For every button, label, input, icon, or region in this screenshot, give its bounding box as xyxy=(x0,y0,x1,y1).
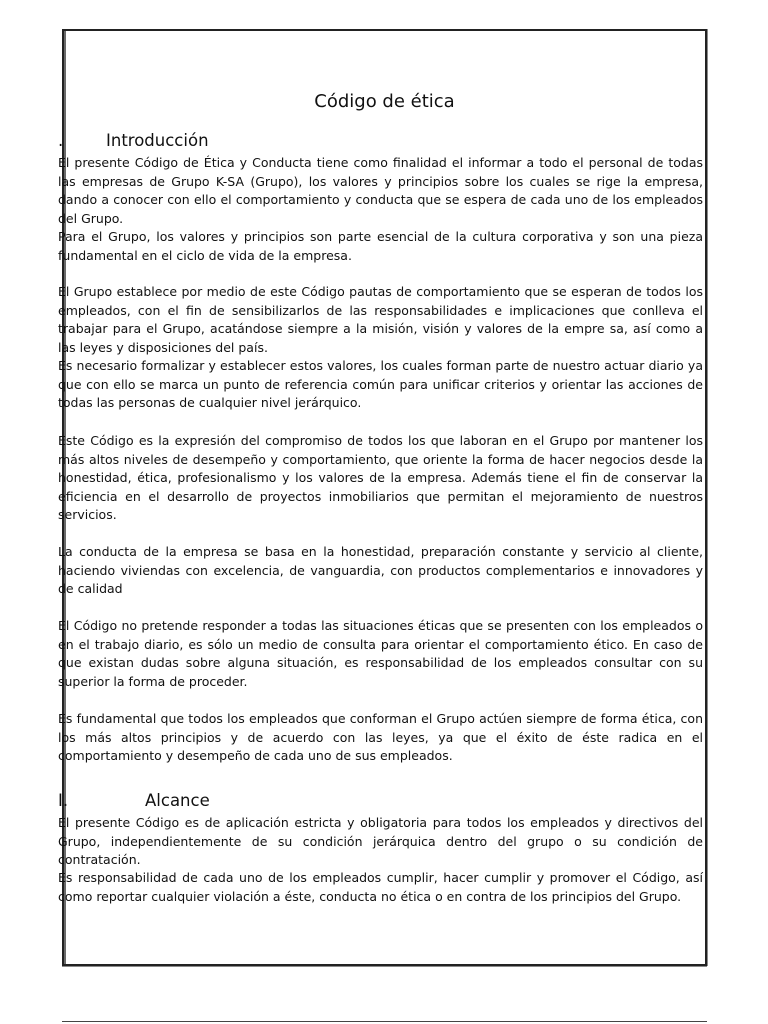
section-number: . xyxy=(58,131,64,150)
section-title: Alcance xyxy=(145,791,210,810)
page-frame xyxy=(58,29,707,966)
section-heading-alcance xyxy=(58,791,210,811)
paragraph: Este Código es la expresión del compromiso de todos los que laboran en el Grupo por mantener los más altos niveles de desempeño y comportamiento, que oriente la forma de hacer negocios desde la honestidad, ética, profesionalismo y los valores de la empresa. Además tiene el fin de conservar la eficiencia en el desarrollo de proyectos inmobiliarios que permitan el mejoramiento de nuestros servicios. xyxy=(58,433,703,522)
paragraph: El presente Código es de aplicación estricta y obligatoria para todos los empleados y directivos del Grupo, independientemente de su condición jerárquica dentro del grupo o su condición de contratación. xyxy=(58,815,703,867)
document-title: Código de ética xyxy=(314,91,455,112)
paragraph: Es responsabilidad de cada uno de los empleados cumplir, hacer cumplir y promover el Código, así como reportar cualquier violación a éste, conducta no ética o en contra de los principios del Grupo. xyxy=(58,870,703,904)
page-content xyxy=(58,31,703,964)
paragraph: El Código no pretende responder a todas las situaciones éticas que se presenten con los empleados o en el trabajo diario, es sólo un medio de consulta para orientar el comportamiento ético. En caso de que existan dudas sobre alguna situación, es responsabilidad de los empleados consultar con su superior la forma de proceder. xyxy=(58,618,703,689)
paragraph: El Grupo establece por medio de este Código pautas de comportamiento que se esperan de todos los empleados, con el fin de sensibilizarlos de las responsabilidades e implicaciones que conlleva el trabajar para el Grupo, acatándose siempre a la misión, visión y valores de la empre sa, así como a las leyes y disposiciones del país. xyxy=(58,284,703,355)
paragraph: La conducta de la empresa se basa en la honestidad, preparación constante y servicio al cliente, haciendo viviendas con excelencia, de vanguardia, con productos complementarios e innovadores y de calidad xyxy=(58,544,703,596)
section-title: Introducción xyxy=(106,131,209,150)
paragraph: Para el Grupo, los valores y principios son parte esencial de la cultura corporativa y son una pieza fundamental en el ciclo de vida de la empresa. xyxy=(58,229,703,263)
paragraph: Es necesario formalizar y establecer estos valores, los cuales forman parte de nuestro actuar diario ya que con ello se marca un punto de referencia común para unificar criterios y orientar las acciones de todas las personas de cualquier nivel jerárquico. xyxy=(58,358,703,410)
next-page-rule xyxy=(62,1021,707,1022)
paragraph: El presente Código de Ética y Conducta tiene como finalidad el informar a todo el personal de todas las empresas de Grupo K-SA (Grupo), los valores y principios sobre los cuales se rige la empresa, dando a conocer con ello el comportamiento y conducta que se espera de cada uno de los empleados del Grupo. xyxy=(58,155,703,226)
paragraph: Es fundamental que todos los empleados que conforman el Grupo actúen siempre de forma ética, con los más altos principios y de acuerdo con las leyes, ya que el éxito de éste radica en el comportamiento y desempeño de cada uno de sus empleados. xyxy=(58,711,703,763)
section-number: I. xyxy=(58,791,69,810)
section-heading-introduccion xyxy=(58,131,209,151)
